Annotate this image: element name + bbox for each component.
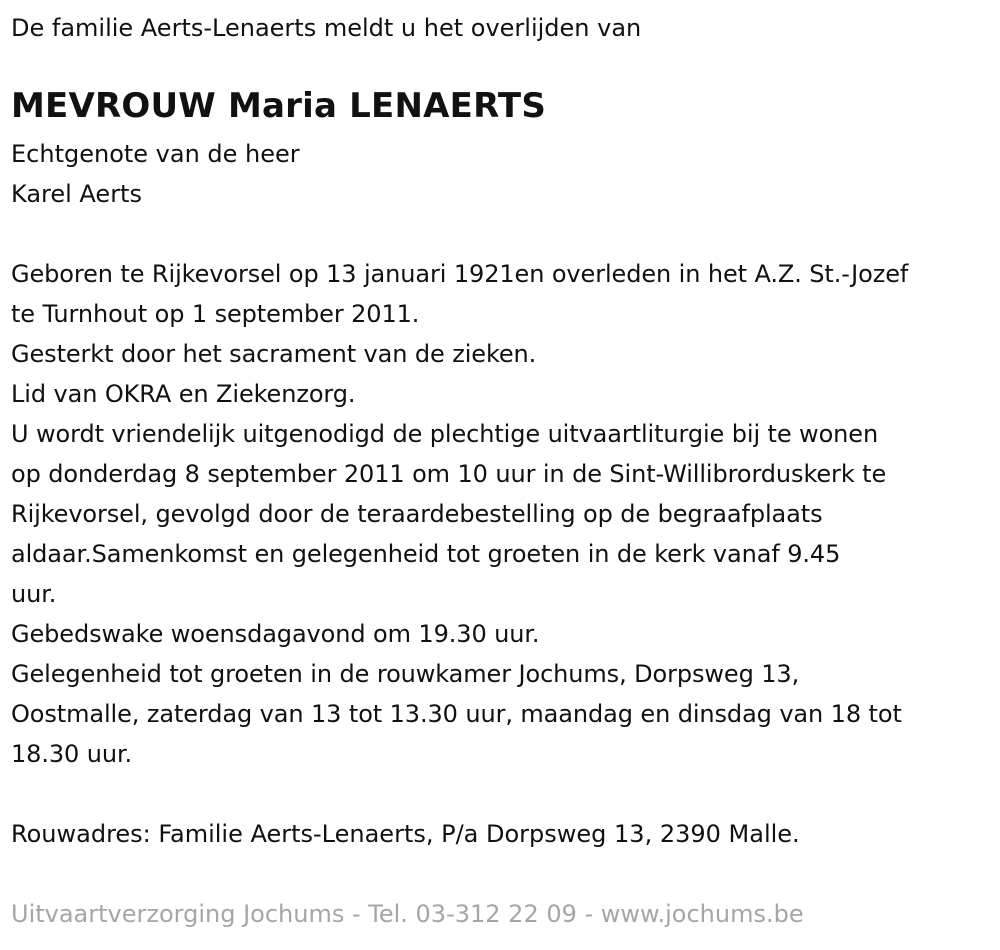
spouse-line: Karel Aerts	[11, 180, 142, 208]
mourning-address: Rouwadres: Familie Aerts-Lenaerts, P/a Dorpsweg 13, 2390 Malle.	[11, 820, 800, 848]
body-line: Oostmalle, zaterdag van 13 tot 13.30 uur, maandag en dinsdag van 18 tot	[11, 700, 902, 728]
notice-body	[11, 254, 908, 774]
body-line: Gelegenheid tot groeten in de rouwkamer Jochums, Dorpsweg 13,	[11, 660, 800, 688]
body-line: Rijkevorsel, gevolgd door de teraardebestelling op de begraafplaats	[11, 500, 823, 528]
deceased-name: MEVROUW Maria LENAERTS	[11, 86, 547, 126]
body-line: Lid van OKRA en Ziekenzorg.	[11, 380, 356, 408]
body-line: op donderdag 8 september 2011 om 10 uur in de Sint-Willibrorduskerk te	[11, 460, 887, 488]
body-line: aldaar.Samenkomst en gelegenheid tot groeten in de kerk vanaf 9.45	[11, 540, 841, 568]
funeral-home-footer: Uitvaartverzorging Jochums - Tel. 03-312 22 09 - www.jochums.be	[11, 900, 804, 928]
spouse-info	[11, 134, 300, 214]
body-line: Geboren te Rijkevorsel op 13 januari 1921en overleden in het A.Z. St.-Jozef	[11, 260, 909, 288]
body-line: te Turnhout op 1 september 2011.	[11, 300, 420, 328]
body-line: Gesterkt door het sacrament van de zieken.	[11, 340, 537, 368]
body-line: U wordt vriendelijk uitgenodigd de plechtige uitvaartliturgie bij te wonen	[11, 420, 879, 448]
intro-text: De familie Aerts-Lenaerts meldt u het overlijden van	[11, 14, 642, 42]
body-line: 18.30 uur.	[11, 740, 133, 768]
body-line: uur.	[11, 580, 57, 608]
body-line: Gebedswake woensdagavond om 19.30 uur.	[11, 620, 540, 648]
spouse-line: Echtgenote van de heer	[11, 140, 300, 168]
